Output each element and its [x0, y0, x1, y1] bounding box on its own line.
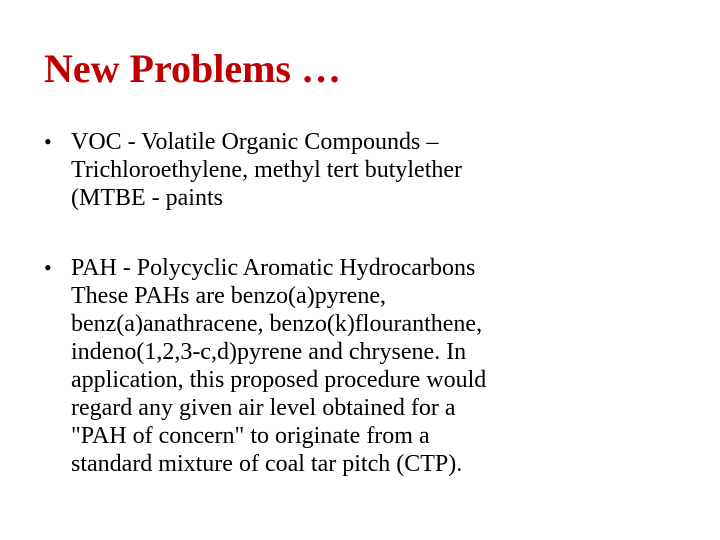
bullet-icon: •	[44, 255, 52, 280]
bullet-text-line: standard mixture of coal tar pitch (CTP).	[71, 451, 463, 477]
bullet-text-line: VOC - Volatile Organic Compounds –	[71, 129, 439, 155]
slide-title: New Problems …	[44, 46, 341, 91]
bullet-text-line: PAH - Polycyclic Aromatic Hydrocarbons	[71, 255, 476, 281]
bullet-text-line: regard any given air level obtained for a	[71, 395, 456, 421]
bullet-text-line: Trichloroethylene, methyl tert butylether	[71, 157, 463, 183]
bullet-text-line: indeno(1,2,3-c,d)pyrene and chrysene. In	[71, 339, 467, 365]
bullet-list	[44, 128, 684, 478]
bullet-text-line: benz(a)anathracene, benzo(k)flouranthene,	[71, 311, 483, 337]
bullet-text-line: application, this proposed procedure would	[71, 367, 487, 393]
bullet-text-line: "PAH of concern" to originate from a	[71, 423, 430, 449]
bullet-icon: •	[44, 129, 52, 154]
bullet-text-line: (MTBE - paints	[71, 185, 223, 211]
bullet-text-line: These PAHs are benzo(a)pyrene,	[71, 283, 386, 309]
bullet-item-pah	[44, 254, 684, 478]
bullet-item-voc	[44, 128, 684, 212]
